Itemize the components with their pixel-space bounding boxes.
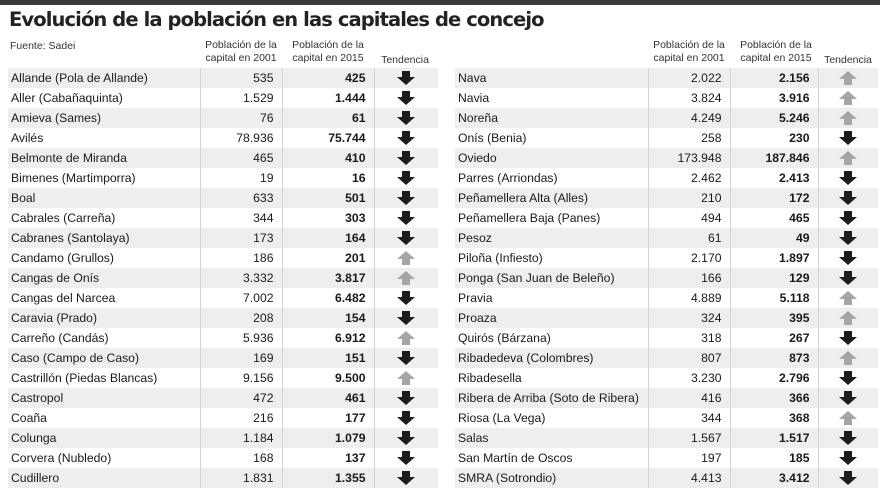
arrow-down-icon: [396, 430, 416, 444]
population-2015: 137: [282, 448, 374, 468]
population-2015: 410: [282, 148, 374, 168]
table-row: [8, 148, 438, 168]
arrow-up-icon: [838, 90, 858, 104]
municipality-name: Oviedo: [455, 148, 648, 168]
table-row: [8, 288, 438, 308]
table-row: [8, 88, 438, 108]
municipality-name: Nava: [455, 68, 648, 88]
arrow-down-icon: [838, 230, 858, 244]
table-row: [455, 328, 878, 348]
table-row: [455, 408, 878, 428]
population-2015: 151: [282, 348, 374, 368]
arrow-up-icon: [396, 370, 416, 384]
population-2015: 16: [282, 168, 374, 188]
population-2015: 3.412: [730, 468, 818, 488]
trend-cell: [374, 388, 438, 408]
trend-cell: [818, 188, 878, 208]
municipality-name: Candamo (Grullos): [8, 248, 200, 268]
arrow-up-icon: [838, 110, 858, 124]
arrow-down-icon: [838, 370, 858, 384]
trend-cell: [374, 88, 438, 108]
arrow-down-icon: [838, 450, 858, 464]
municipality-name: Allande (Pola de Allande): [8, 68, 200, 88]
municipality-name: Bimenes (Martimporra): [8, 168, 200, 188]
table-row: [455, 128, 878, 148]
population-2015: 2.156: [730, 68, 818, 88]
table-row: [455, 268, 878, 288]
trend-cell: [818, 448, 878, 468]
arrow-up-icon: [396, 270, 416, 284]
table-row: [455, 208, 878, 228]
trend-cell: [374, 288, 438, 308]
municipality-name: Caravia (Prado): [8, 308, 200, 328]
arrow-down-icon: [396, 230, 416, 244]
population-2001: 344: [200, 208, 282, 228]
population-2015: 2.796: [730, 368, 818, 388]
table-row: [455, 168, 878, 188]
trend-cell: [818, 268, 878, 288]
trend-cell: [374, 368, 438, 388]
source-note: Fuente: Sadei: [10, 40, 76, 52]
population-2001: 416: [648, 388, 730, 408]
municipality-name: Riosa (La Vega): [455, 408, 648, 428]
trend-cell: [818, 108, 878, 128]
population-2015: 1.079: [282, 428, 374, 448]
municipality-name: Ribadedeva (Colombres): [455, 348, 648, 368]
table-row: [8, 348, 438, 368]
population-2015: 873: [730, 348, 818, 368]
municipality-name: Boal: [8, 188, 200, 208]
population-2015: 9.500: [282, 368, 374, 388]
trend-cell: [374, 128, 438, 148]
municipality-name: Belmonte de Miranda: [8, 148, 200, 168]
arrow-down-icon: [838, 130, 858, 144]
population-2001: 208: [200, 308, 282, 328]
left-header-trend: Tendencia: [381, 54, 429, 66]
table-row: [8, 328, 438, 348]
table-row: [455, 368, 878, 388]
table-row: [455, 288, 878, 308]
trend-cell: [374, 348, 438, 368]
municipality-name: Coaña: [8, 408, 200, 428]
population-2001: 2.170: [648, 248, 730, 268]
population-2001: 4.889: [648, 288, 730, 308]
arrow-down-icon: [396, 150, 416, 164]
arrow-down-icon: [396, 290, 416, 304]
arrow-up-icon: [838, 350, 858, 364]
population-2001: 168: [200, 448, 282, 468]
trend-cell: [374, 148, 438, 168]
trend-cell: [374, 308, 438, 328]
population-2001: 76: [200, 108, 282, 128]
trend-cell: [374, 248, 438, 268]
municipality-name: Parres (Arriondas): [455, 168, 648, 188]
population-2015: 425: [282, 68, 374, 88]
trend-cell: [374, 428, 438, 448]
municipality-name: Carreño (Candás): [8, 328, 200, 348]
table-row: [455, 228, 878, 248]
population-2015: 3.817: [282, 268, 374, 288]
page-title: Evolución de la población en las capitales de concejo: [9, 8, 544, 31]
arrow-up-icon: [396, 330, 416, 344]
population-2001: 166: [648, 268, 730, 288]
arrow-down-icon: [838, 210, 858, 224]
municipality-name: Cabrales (Carreña): [8, 208, 200, 228]
municipality-name: Ribadesella: [455, 368, 648, 388]
population-2015: 61: [282, 108, 374, 128]
top-rule: [0, 0, 880, 5]
trend-cell: [374, 228, 438, 248]
population-2001: 3.332: [200, 268, 282, 288]
trend-cell: [818, 468, 878, 488]
municipality-name: Caso (Campo de Caso): [8, 348, 200, 368]
arrow-down-icon: [838, 270, 858, 284]
municipality-name: Colunga: [8, 428, 200, 448]
arrow-down-icon: [396, 190, 416, 204]
right-header-trend: Tendencia: [824, 54, 872, 66]
population-2001: 169: [200, 348, 282, 368]
population-2015: 267: [730, 328, 818, 348]
population-2001: 472: [200, 388, 282, 408]
population-2015: 177: [282, 408, 374, 428]
trend-cell: [374, 448, 438, 468]
table-row: [8, 248, 438, 268]
municipality-name: SMRA (Sotrondio): [455, 468, 648, 488]
municipality-name: Onís (Benia): [455, 128, 648, 148]
trend-cell: [374, 268, 438, 288]
arrow-down-icon: [396, 110, 416, 124]
municipality-name: Amieva (Sames): [8, 108, 200, 128]
trend-cell: [374, 108, 438, 128]
population-2015: 75.744: [282, 128, 374, 148]
table-row: [8, 448, 438, 468]
arrow-up-icon: [838, 410, 858, 424]
population-2001: 186: [200, 248, 282, 268]
table-row: [8, 408, 438, 428]
arrow-down-icon: [396, 90, 416, 104]
arrow-down-icon: [396, 310, 416, 324]
municipality-name: Navia: [455, 88, 648, 108]
table-row: [8, 468, 438, 488]
municipality-name: San Martín de Oscos: [455, 448, 648, 468]
municipality-name: Corvera (Nubledo): [8, 448, 200, 468]
right-header-pop2001: Población de la capital en 2001: [653, 39, 725, 64]
population-2015: 3.916: [730, 88, 818, 108]
arrow-down-icon: [838, 250, 858, 264]
population-2001: 344: [648, 408, 730, 428]
municipality-name: Piloña (Infiesto): [455, 248, 648, 268]
trend-cell: [818, 128, 878, 148]
table-row: [8, 108, 438, 128]
table-row: [455, 68, 878, 88]
population-2001: 2.022: [648, 68, 730, 88]
municipality-name: Avilés: [8, 128, 200, 148]
population-2015: 49: [730, 228, 818, 248]
arrow-up-icon: [838, 70, 858, 84]
right-header-pop2015: Población de la capital en 2015: [740, 39, 812, 64]
table-row: [455, 388, 878, 408]
table-row: [8, 208, 438, 228]
population-2015: 368: [730, 408, 818, 428]
municipality-name: Cudillero: [8, 468, 200, 488]
population-2015: 1.444: [282, 88, 374, 108]
population-2001: 9.156: [200, 368, 282, 388]
population-2001: 2.462: [648, 168, 730, 188]
population-2001: 1.567: [648, 428, 730, 448]
population-2015: 6.912: [282, 328, 374, 348]
municipality-name: Aller (Cabañaquinta): [8, 88, 200, 108]
arrow-down-icon: [396, 410, 416, 424]
trend-cell: [818, 388, 878, 408]
table-row: [8, 388, 438, 408]
trend-cell: [818, 228, 878, 248]
municipality-name: Salas: [455, 428, 648, 448]
arrow-down-icon: [838, 190, 858, 204]
arrow-down-icon: [838, 330, 858, 344]
population-2001: 465: [200, 148, 282, 168]
trend-cell: [818, 368, 878, 388]
municipality-name: Quirós (Bárzana): [455, 328, 648, 348]
trend-cell: [374, 168, 438, 188]
municipality-name: Pravia: [455, 288, 648, 308]
trend-cell: [818, 68, 878, 88]
left-header-pop2001: Población de la capital en 2001: [205, 39, 277, 64]
population-2001: 210: [648, 188, 730, 208]
table-row: [455, 308, 878, 328]
population-2001: 3.824: [648, 88, 730, 108]
table-row: [455, 88, 878, 108]
population-2001: 5.936: [200, 328, 282, 348]
trend-cell: [818, 208, 878, 228]
municipality-name: Cangas del Narcea: [8, 288, 200, 308]
municipality-name: Cabranes (Santolaya): [8, 228, 200, 248]
arrow-up-icon: [838, 150, 858, 164]
table-row: [8, 428, 438, 448]
trend-cell: [374, 468, 438, 488]
arrow-up-icon: [838, 290, 858, 304]
trend-cell: [818, 408, 878, 428]
population-2001: 1.831: [200, 468, 282, 488]
population-2015: 1.517: [730, 428, 818, 448]
population-2001: 324: [648, 308, 730, 328]
population-2001: 3.230: [648, 368, 730, 388]
population-2015: 303: [282, 208, 374, 228]
arrow-down-icon: [838, 170, 858, 184]
trend-cell: [374, 408, 438, 428]
table-row: [8, 68, 438, 88]
population-2001: 258: [648, 128, 730, 148]
table-row: [8, 308, 438, 328]
population-2015: 6.482: [282, 288, 374, 308]
municipality-name: Cangas de Onís: [8, 268, 200, 288]
trend-cell: [818, 308, 878, 328]
population-2015: 164: [282, 228, 374, 248]
table-row: [455, 108, 878, 128]
population-2001: 19: [200, 168, 282, 188]
municipality-name: Peñamellera Baja (Panes): [455, 208, 648, 228]
municipality-name: Noreña: [455, 108, 648, 128]
table-row: [455, 448, 878, 468]
table-row: [455, 348, 878, 368]
population-2015: 465: [730, 208, 818, 228]
trend-cell: [818, 328, 878, 348]
table-row: [8, 368, 438, 388]
population-2001: 1.529: [200, 88, 282, 108]
population-2015: 5.246: [730, 108, 818, 128]
arrow-down-icon: [838, 430, 858, 444]
population-2001: 494: [648, 208, 730, 228]
trend-cell: [818, 288, 878, 308]
municipality-name: Ponga (San Juan de Beleño): [455, 268, 648, 288]
population-2001: 7.002: [200, 288, 282, 308]
population-2015: 5.118: [730, 288, 818, 308]
population-2015: 187.846: [730, 148, 818, 168]
population-2015: 201: [282, 248, 374, 268]
trend-cell: [374, 328, 438, 348]
population-2001: 807: [648, 348, 730, 368]
trend-cell: [818, 168, 878, 188]
arrow-up-icon: [396, 250, 416, 264]
population-2001: 318: [648, 328, 730, 348]
municipality-name: Peñamellera Alta (Alles): [455, 188, 648, 208]
municipality-name: Pesoz: [455, 228, 648, 248]
population-2015: 395: [730, 308, 818, 328]
trend-cell: [818, 148, 878, 168]
arrow-down-icon: [396, 470, 416, 484]
arrow-down-icon: [396, 350, 416, 364]
population-2001: 173: [200, 228, 282, 248]
table-row: [455, 188, 878, 208]
municipality-name: Ribera de Arriba (Soto de Ribera): [455, 388, 648, 408]
table-row: [8, 268, 438, 288]
population-2001: 61: [648, 228, 730, 248]
left-header-pop2015: Población de la capital en 2015: [292, 39, 364, 64]
arrow-down-icon: [396, 210, 416, 224]
municipality-name: Castrillón (Piedas Blancas): [8, 368, 200, 388]
trend-cell: [818, 88, 878, 108]
municipality-name: Proaza: [455, 308, 648, 328]
arrow-down-icon: [396, 130, 416, 144]
population-2015: 366: [730, 388, 818, 408]
population-2015: 461: [282, 388, 374, 408]
population-2001: 1.184: [200, 428, 282, 448]
arrow-up-icon: [838, 310, 858, 324]
population-2001: 197: [648, 448, 730, 468]
arrow-down-icon: [396, 450, 416, 464]
right-population-table: [455, 68, 878, 488]
population-2001: 4.413: [648, 468, 730, 488]
arrow-down-icon: [838, 390, 858, 404]
trend-cell: [374, 208, 438, 228]
trend-cell: [374, 188, 438, 208]
municipality-name: Castropol: [8, 388, 200, 408]
population-2015: 501: [282, 188, 374, 208]
trend-cell: [818, 248, 878, 268]
population-2001: 4.249: [648, 108, 730, 128]
arrow-down-icon: [838, 470, 858, 484]
table-row: [8, 168, 438, 188]
arrow-down-icon: [396, 170, 416, 184]
arrow-down-icon: [396, 390, 416, 404]
table-row: [8, 128, 438, 148]
population-2015: 1.355: [282, 468, 374, 488]
population-2015: 1.897: [730, 248, 818, 268]
population-2001: 633: [200, 188, 282, 208]
population-2015: 172: [730, 188, 818, 208]
table-row: [455, 248, 878, 268]
population-2001: 535: [200, 68, 282, 88]
table-row: [8, 188, 438, 208]
population-2015: 154: [282, 308, 374, 328]
population-2001: 78.936: [200, 128, 282, 148]
trend-cell: [374, 68, 438, 88]
table-row: [455, 468, 878, 488]
population-2001: 173.948: [648, 148, 730, 168]
left-population-table: [8, 68, 438, 488]
population-2015: 2.413: [730, 168, 818, 188]
population-2001: 216: [200, 408, 282, 428]
population-2015: 129: [730, 268, 818, 288]
table-row: [455, 428, 878, 448]
table-row: [8, 228, 438, 248]
table-row: [455, 148, 878, 168]
population-2015: 185: [730, 448, 818, 468]
trend-cell: [818, 348, 878, 368]
trend-cell: [818, 428, 878, 448]
arrow-down-icon: [396, 70, 416, 84]
population-2015: 230: [730, 128, 818, 148]
